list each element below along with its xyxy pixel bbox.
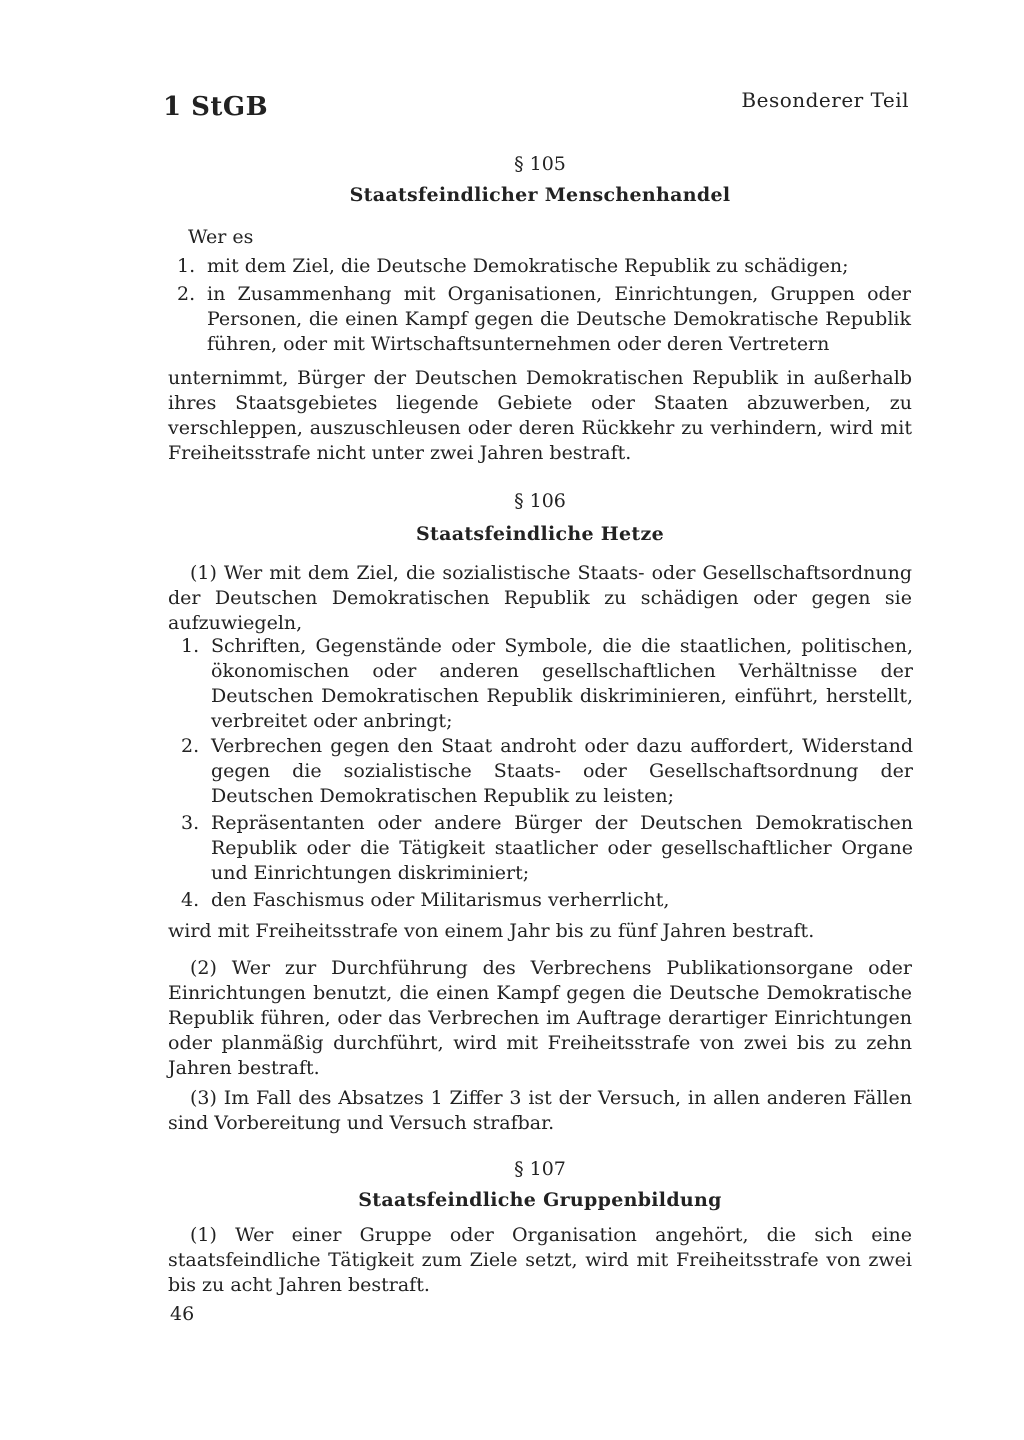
item-number: 1. [181,635,200,657]
section-106-item-1 [181,634,913,734]
item-text: Repräsentanten oder andere Bürger der Deutschen Demokratischen Republik oder die Tätigkeit staatlicher oder gesellschaftlicher Organe und Einrichtungen diskriminiert; [211,812,913,884]
item-text: Verbrechen gegen den Staat androht oder dazu auffordert, Widerstand gegen die sozialistische Staats- oder Gesellschaftsordnung der Deutschen Demokratischen Republik zu leisten; [211,735,913,807]
section-106-conclusion: wird mit Freiheitsstrafe von einem Jahr bis zu fünf Jahren bestraft. [168,920,815,942]
section-105-title: Staatsfeindlicher Menschenhandel [349,184,731,206]
section-107-paragraph-1: (1) Wer einer Gruppe oder Organisation angehört, die sich eine staatsfeindliche Tätigkeit zum Ziele setzt, wird mit Freiheitsstrafe von zwei bis zu acht Jahren bestraft. [168,1224,912,1296]
section-105-conclusion: unternimmt, Bürger der Deutschen Demokratischen Republik in außerhalb ihres Staatsgebietes liegende Gebiete oder Staaten abzuwerben, zu verschleppen, auszuschleusen oder deren Rückkehr zu verhindern, wird mit Freiheitsstrafe nicht unter zwei Jahren bestraft. [168,367,912,464]
running-header-left: 1 StGB [163,92,269,122]
section-106-title: Staatsfeindliche Hetze [416,523,664,545]
section-107-title: Staatsfeindliche Gruppenbildung [358,1189,722,1211]
section-105-number: § 105 [514,153,566,175]
section-106-number: § 106 [514,490,566,512]
section-105-item-2 [177,282,911,357]
item-text: mit dem Ziel, die Deutsche Demokratische Republik zu schädigen; [207,255,849,277]
running-header-right: Besonderer Teil [741,88,909,112]
section-106-paragraph-2: (2) Wer zur Durchführung des Verbrechens Publikationsorgane oder Einrichtungen benutzt, die einen Kampf gegen die Deutsche Demokratische Republik führen, oder das Verbrechen im Auftrage derartiger Einrichtungen oder planmäßig durchführt, wird mit Freiheitsstrafe von zwei bis zu zehn Jahren bestraft. [168,957,912,1079]
section-106-item-4 [181,888,913,913]
section-105-intro: Wer es [188,226,254,248]
item-text: den Faschismus oder Militarismus verherrlicht, [211,889,670,911]
page-number: 46 [170,1303,195,1325]
item-number: 1. [177,255,196,277]
section-106-item-2 [181,734,913,809]
item-number: 2. [181,735,200,757]
item-text: in Zusammenhang mit Organisationen, Einrichtungen, Gruppen oder Personen, die einen Kampf gegen die Deutsche Demokratische Republik führen, oder mit Wirtschaftsunternehmen oder deren Vertretern [207,283,911,355]
section-106-paragraph-3: (3) Im Fall des Absatzes 1 Ziffer 3 ist der Versuch, in allen anderen Fällen sind Vorbereitung und Versuch strafbar. [168,1087,912,1134]
section-105-item-1 [177,254,911,279]
section-107-number: § 107 [514,1158,566,1180]
item-number: 2. [177,283,196,305]
section-106-item-3 [181,811,913,886]
item-text: Schriften, Gegenstände oder Symbole, die die staatlichen, politischen, ökonomischen oder anderen gesellschaftlichen Verhältnisse der Deutschen Demokratischen Republik diskriminieren, einführt, herstellt, verbreitet oder anbringt; [211,635,913,732]
item-number: 4. [181,889,200,911]
item-number: 3. [181,812,200,834]
section-106-paragraph-1: (1) Wer mit dem Ziel, die sozialistische Staats- oder Gesellschaftsordnung der Deutschen Demokratischen Republik zu schädigen oder gegen sie aufzuwiegeln, [168,562,912,634]
